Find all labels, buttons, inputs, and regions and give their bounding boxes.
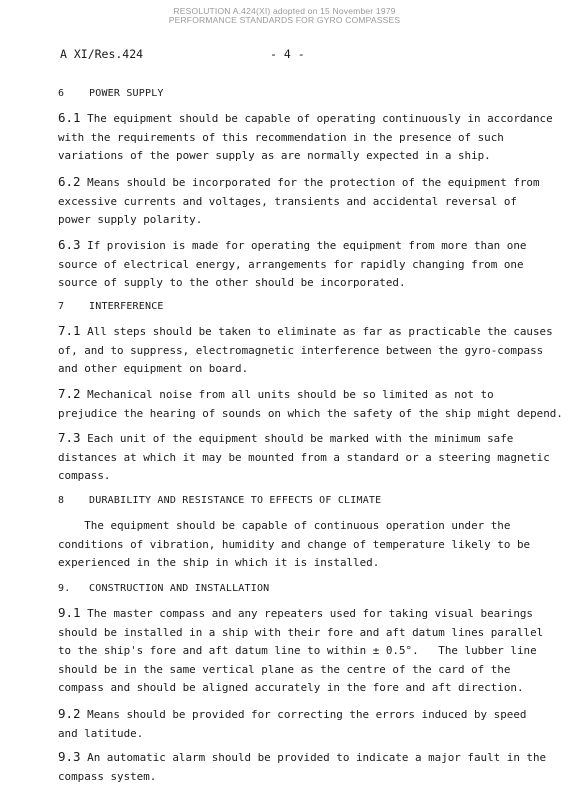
paragraph — [58, 429, 550, 486]
paragraph-line: Means should be provided for correcting the errors induced by speed — [80, 708, 527, 721]
paragraph-number: 6.1 — [58, 110, 81, 125]
paragraph-line: The equipment should be capable of continuous operation under the — [58, 519, 511, 532]
paragraph-line: If provision is made for operating the equipment from more than one — [80, 239, 527, 252]
paragraph-line: excessive currents and voltages, transients and accidental reversal of — [58, 194, 517, 208]
resolution-header: RESOLUTION A.424(XI) adopted on 15 November 1979 — [173, 6, 396, 16]
paragraph-line: should be installed in a ship with their fore and aft datum lines parallel — [58, 625, 544, 639]
paragraph-number: 7.1 — [58, 323, 81, 338]
section-title: DURABILITY AND RESISTANCE TO EFFECTS OF CLIMATE — [89, 495, 382, 506]
section-title: INTERFERENCE — [89, 301, 164, 312]
paragraph-line: Each unit of the equipment should be marked with the minimum safe — [80, 432, 514, 445]
standards-header: PERFORMANCE STANDARDS FOR GYRO COMPASSES — [168, 15, 401, 25]
paragraph — [58, 236, 528, 293]
paragraph-line: source of electrical energy, arrangements for rapidly changing from one — [58, 257, 524, 271]
section-number: 8 — [58, 495, 65, 506]
paragraph-line: should be in the same vertical plane as the centre of the card of the — [58, 662, 511, 676]
section-title: POWER SUPPLY — [89, 88, 164, 99]
paragraph-number: 6.2 — [58, 174, 81, 189]
paragraph — [58, 173, 540, 230]
section-heading — [58, 580, 528, 599]
paragraph-line: power supply polarity. — [58, 213, 203, 227]
paragraph-line: of, and to suppress, electromagnetic interference between the gyro-compass — [58, 343, 544, 357]
section-heading — [58, 85, 528, 104]
paragraph-line: to the ship's fore and aft datum line to within ± 0.5°. The lubber line — [58, 644, 537, 658]
paragraph-number: 9.2 — [58, 706, 81, 721]
page-number: - 4 - — [270, 47, 305, 61]
section-heading — [58, 298, 528, 317]
paragraph-line: compass and should be aligned accurately in the fore and aft direction. — [58, 681, 524, 695]
paragraph-number: 9.3 — [58, 749, 81, 764]
section-heading — [58, 492, 528, 511]
paragraph-number: 7.2 — [58, 386, 81, 401]
paragraph-line: and other equipment on board. — [58, 362, 249, 376]
paragraph-line: An automatic alarm should be provided to indicate a major fault in the — [80, 751, 547, 764]
paragraph-line: distances at which it may be mounted from a standard or a steering magnetic — [58, 450, 550, 464]
paragraph-line: Mechanical noise from all units should be so limited as not to — [80, 388, 494, 401]
paragraph-line: The equipment should be capable of operating continuously in accordance — [80, 112, 553, 125]
paragraph-line: compass. — [58, 469, 111, 483]
paragraph-number: 7.3 — [58, 430, 81, 445]
paragraph — [58, 604, 544, 698]
paragraph-number: 9.1 — [58, 605, 81, 620]
paragraph-line: compass system. — [58, 769, 157, 783]
paragraph-line: conditions of vibration, humidity and change of temperature likely to be — [58, 537, 531, 551]
paragraph-line: variations of the power supply as are normally expected in a ship. — [58, 149, 491, 163]
paragraph — [58, 748, 547, 786]
paragraph — [58, 109, 553, 166]
document-reference: A XI/Res.424 — [60, 47, 144, 61]
paragraph — [58, 517, 531, 573]
paragraph-line: and latitude. — [58, 726, 144, 740]
paragraph-line: experienced in the ship in which it is installed. — [58, 556, 380, 570]
paragraph-line: source of supply to the other should be incorporated. — [58, 276, 406, 290]
section-number: 9. — [58, 583, 71, 594]
paragraph-line: with the requirements of this recommendation in the presence of such — [58, 130, 504, 144]
section-number: 7 — [58, 301, 65, 312]
paragraph-number: 6.3 — [58, 237, 81, 252]
paragraph — [58, 322, 553, 379]
section-number: 6 — [58, 88, 65, 99]
paragraph-line: prejudice the hearing of sounds on which the safety of the ship might depend. — [58, 406, 563, 420]
paragraph-line: The master compass and any repeaters used for taking visual bearings — [80, 607, 533, 620]
paragraph — [58, 705, 528, 743]
paragraph — [58, 385, 563, 423]
section-title: CONSTRUCTION AND INSTALLATION — [89, 583, 270, 594]
paragraph-line: Means should be incorporated for the protection of the equipment from — [80, 176, 540, 189]
paragraph-line: All steps should be taken to eliminate as far as practicable the causes — [80, 325, 553, 338]
